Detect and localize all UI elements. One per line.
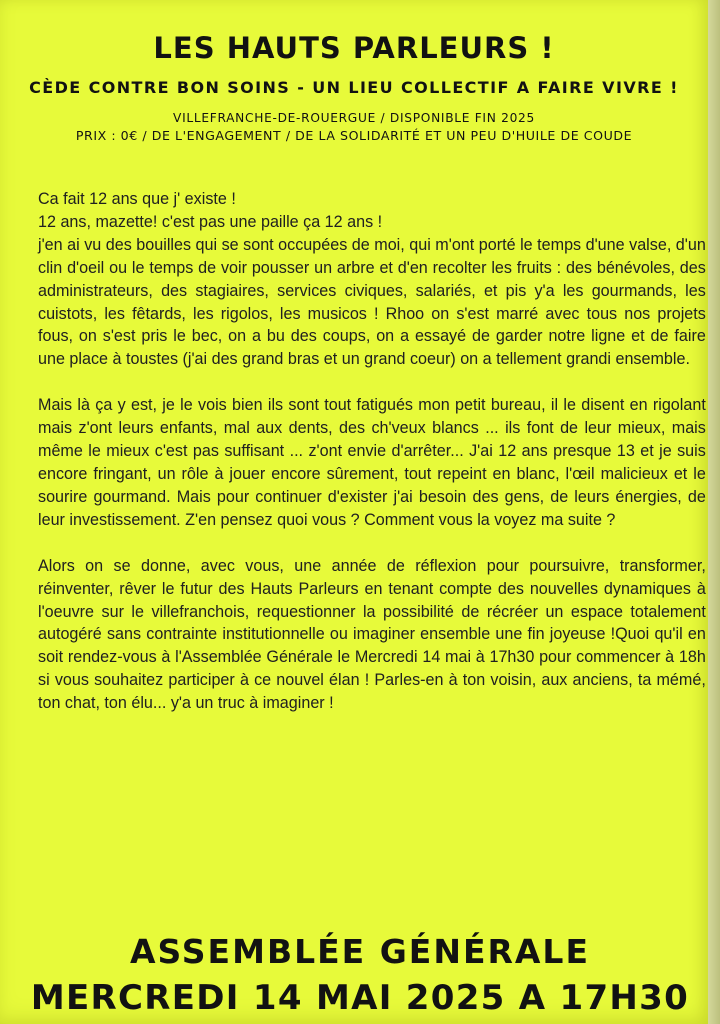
flyer-subtitle: CÈDE CONTRE BON SOINS - UN LIEU COLLECTIF A FAIRE VIVRE ! <box>29 78 679 97</box>
flyer-title: LES HAUTS PARLEURS ! <box>153 31 555 65</box>
location-availability-line: VILLEFRANCHE-DE-ROUERGUE / DISPONIBLE FIN 2025 <box>173 111 535 125</box>
event-date: MERCREDI 14 MAI 2025 A 17H30 <box>30 978 690 1018</box>
body-paragraph-1: Ca fait 12 ans que j' existe ! 12 ans, mazette! c'est pas une paille ça 12 ans ! j'en ai vu des bouilles qui se sont occupées de moi, qui m'ont porté le temps d'une valse, d'un clin d'oeil ou le temps de voir pousser un arbre et d'en recolter les fruits : des bénévoles, des administrateurs, des stagiaires, services civiques, salariés, et pis y'a les gourmands, les cuistots, les fêtards, les rigolos, les musicos ! Rhoo on s'est marré avec tous nos projets fous, on s'est pris le bec, on a bu des coups, on a essayé de garder notre ligne et de faire une place à toustes (j'ai des grand bras et un grand coeur) on a tellement grandi ensemble. <box>38 190 706 369</box>
event-title: ASSEMBLÉE GÉNÉRALE <box>129 932 591 971</box>
body-paragraph-3: Alors on se donne, avec vous, une année de réflexion pour poursuivre, transformer, réinventer, rêver le futur des Hauts Parleurs en tenant compte des nouvelles dynamiques à l'oeuvre sur le villefranchois, requestionner la possibilité de récréer un espace totalement autogéré sans contrainte institutionnelle ou imaginer ensemble une fin joyeuse !Quoi qu'il en soit rendez-vous à l'Assemblée Générale le Mercredi 14 mai à 17h30 pour commencer à 18h si vous souhaitez participer à ce nouvel élan ! Parles-en à ton voisin, aux anciens, ta mémé, ton chat, ton élu... y'a un truc à imaginer ! <box>38 556 706 713</box>
background-wall <box>706 0 720 1024</box>
flyer-body <box>38 188 706 738</box>
price-line: PRIX : 0€ / DE L'ENGAGEMENT / DE LA SOLIDARITÉ ET UN PEU D'HUILE DE COUDE <box>75 128 633 143</box>
body-paragraph-2: Mais là ça y est, je le vois bien ils sont tout fatigués mon petit bureau, il le disent en rigolant mais z'ont leurs enfants, mal aux dents, des ch'veux blancs ... ils font de leur mieux, mais même le mieux c'est pas suffisant ... z'ont envie d'arrêter... J'ai 12 ans presque 13 et je suis encore fringant, un rôle à jouer encore sûrement, tout repeint en blanc, l'œil malicieux et le sourire gourmand. Mais pour continuer d'exister j'ai besoin des gens, de leurs énergies, de leur investissement. Z'en pensez quoi vous ? Comment vous la voyez ma suite ? <box>38 396 706 529</box>
